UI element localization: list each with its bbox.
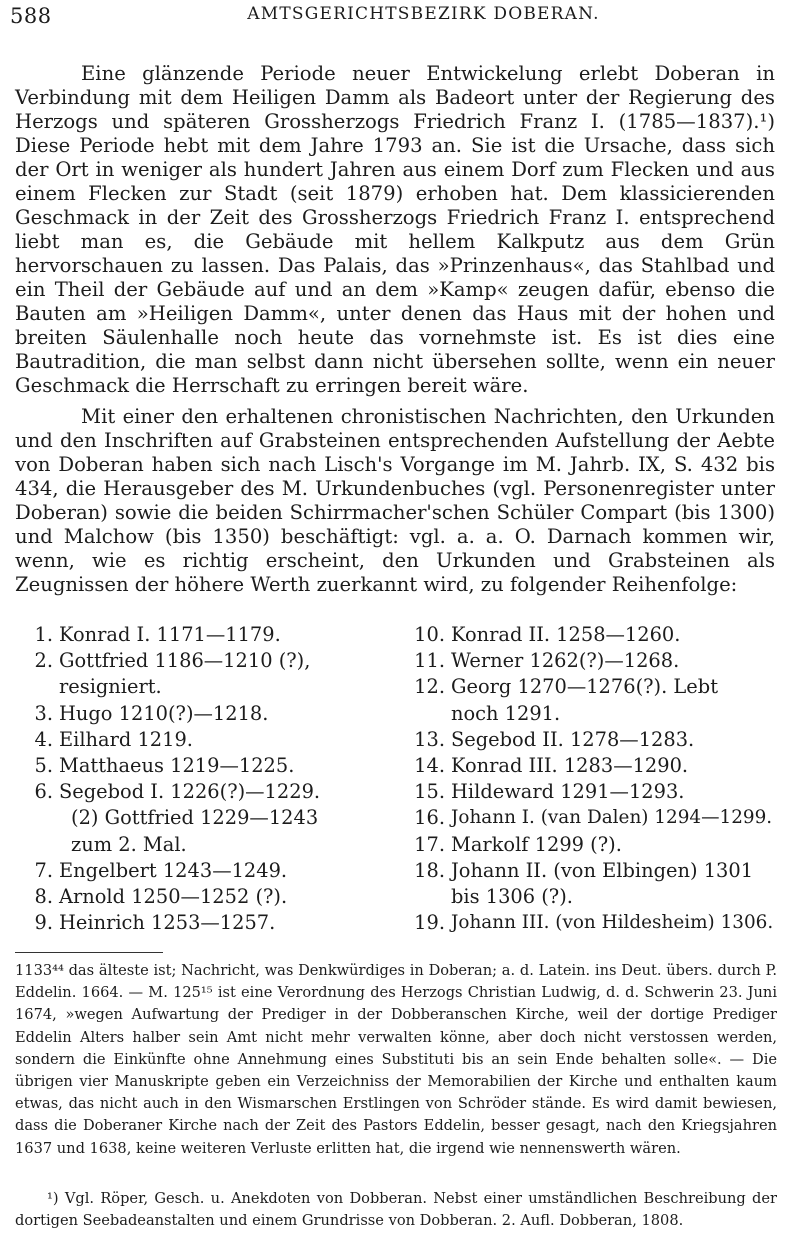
abbot-number: 12. [414, 675, 445, 699]
abbot-entry [407, 727, 785, 753]
abbot-number: 3. [34, 701, 53, 725]
abbot-text: Konrad I. 1171—1179. [59, 623, 281, 646]
abbot-number: 16. [414, 806, 445, 830]
abbot-entry [15, 884, 370, 910]
abbot-text: Georg 1270—1276(?). Lebt noch 1291. [451, 675, 718, 725]
abbot-entry [15, 858, 370, 884]
abbot-number: 6. [34, 780, 53, 804]
abbot-number: 5. [34, 754, 53, 778]
abbot-text: Heinrich 1253—1257. [59, 911, 276, 935]
paragraph-text: Eine glänzende Periode neuer Entwickelung erlebt Doberan in Verbindung mit dem Heiligen Damm als Badeort unter der Regierung des Herzogs und späteren Grossherzogs Friedrich Franz I. (1785—1837).¹) Diese Periode hebt mit dem Jahre 1793 an. Sie ist die Ursache, dass sich der Ort in weniger als hundert Jahren aus einem Dorf zum Flecken und aus einem Flecken zur Stadt (seit 1879) erhoben hat. Dem klassicierenden Geschmack in der Zeit des Grossherzogs Friedrich Franz I. entsprechend liebt man es, die Gebäude mit hellem Kalkputz aus dem Grün hervorschauen zu lassen. Das Palais, das »Prinzenhaus«, das Stahlbad und ein Theil der Gebäude auf und an dem »Kamp« zeugen dafür, ebenso die Bauten am »Heiligen Damm«, unter denen das Haus mit der hohen und breiten Säulenhalle noch heute das vornehmste ist. Es ist dies eine Bautradition, die man selbst dann nicht übersehen sollte, wenn ein neuer Geschmack die Herrschaft zu erringen bereit wäre. [15, 62, 775, 397]
abbot-entry [15, 622, 370, 648]
abbot-number: 10. [414, 623, 445, 646]
abbot-entry [15, 727, 370, 753]
abbot-number: 18. [414, 858, 445, 882]
abbot-number: 4. [34, 727, 53, 751]
abbot-entry [407, 858, 785, 910]
body-paragraph-1 [15, 62, 775, 398]
abbot-entry [15, 805, 370, 857]
abbot-text: Johann III. (von Hildesheim) 1306. [451, 912, 774, 934]
page-number: 588 [10, 4, 52, 28]
abbot-entry [407, 832, 785, 858]
footnote-text: ¹) Vgl. Röper, Gesch. u. Anekdoten von Dobberan. Nebst einer umständlichen Beschreibung der dortigen Seebadeanstalten und einem Grundrisse von Dobberan. 2. Aufl. Dobberan, 1808. [15, 1190, 777, 1230]
abbot-entry [407, 648, 785, 674]
abbot-text: Johann I. (van Dalen) 1294—1299. [451, 807, 773, 829]
footnote-divider [15, 952, 163, 953]
abbot-number: 1. [34, 623, 53, 646]
body-paragraph-2 [15, 405, 775, 597]
abbot-entry [15, 910, 370, 936]
footnote-continued [15, 960, 777, 1160]
abbot-entry [15, 779, 370, 805]
abbot-number: 11. [414, 649, 445, 673]
paragraph-text: Mit einer den erhaltenen chronistischen Nachrichten, den Urkunden und den Inschriften auf Grabsteinen entsprechenden Aufstellung der Aebte von Doberan haben sich nach Lisch's Vorgange im M. Jahrb. IX, S. 432 bis 434, die Herausgeber des M. Urkundenbuches (vgl. Personenregister unter Doberan) sowie die beiden Schirrmacher'schen Schüler Compart (bis 1300) und Malchow (bis 1350) beschäftigt: vgl. a. a. O. Darnach kommen wir, wenn, wie es richtig erscheint, den Urkunden und Grabsteinen als Zeugnissen der höhere Werth zuerkannt wird, zu folgender Reihenfolge: [15, 405, 775, 596]
abbot-entry [407, 674, 785, 726]
footnote-text: 1133⁴⁴ das älteste ist; Nachricht, was Denkwürdiges in Doberan; a. d. Latein. ins Deut. übers. durch P. Eddelin. 1664. — M. 125¹⁵ ist eine Verordnung des Herzogs Christian Ludwig, d. d. Schwerin 23. Juni 1674, »wegen Aufwartung der Prediger in der Dobberanschen Kirche, weil der dortige Prediger Eddelin Alters halber sein Amt nicht mehr verwalten könne, aber doch nicht verstossen werden, sondern die Einkünfte ohne Annehmung eines Substituti bis an sein Ende behalten solle«. — Die übrigen vier Manuskripte geben ein Verzeichniss der Memorabilien der Kirche und enthalten kaum etwas, das nicht auch in den Wismarschen Erstlingen von Schröder stände. Es wird damit bewiesen, dass die Doberaner Kirche nach der Zeit des Pastors Eddelin, besser gesagt, nach den Kriegsjahren 1637 und 1638, keine weiteren Verluste erlitten hat, die irgend wie nennenswerth wären. [15, 962, 777, 1157]
abbot-entry [407, 910, 785, 936]
page-header [0, 4, 787, 34]
abbot-entry [15, 701, 370, 727]
abbot-text: Markolf 1299 (?). [451, 832, 622, 856]
abbot-text: Segebod II. 1278—1283. [451, 727, 695, 751]
abbot-text: (2) Gottfried 1229—1243 zum 2. Mal. [71, 806, 319, 856]
abbot-number: 19. [414, 911, 445, 935]
abbot-number: 14. [414, 754, 445, 778]
abbot-text: Hugo 1210(?)—1218. [59, 701, 269, 725]
abbot-number: 8. [34, 885, 53, 909]
abbot-text: Segebod I. 1226(?)—1229. [59, 780, 321, 804]
abbot-text: Hildeward 1291—1293. [451, 780, 685, 804]
abbot-entry [407, 753, 785, 779]
abbot-text: Konrad III. 1283—1290. [451, 754, 689, 778]
abbot-list-left-column [15, 622, 370, 936]
abbot-list-right-column [407, 622, 785, 936]
running-title: AMTSGERICHTSBEZIRK DOBERAN. [247, 4, 600, 24]
abbot-entry [407, 622, 785, 648]
abbot-number: 13. [414, 727, 445, 751]
abbot-text: Engelbert 1243—1249. [59, 858, 288, 882]
abbot-number: 15. [414, 780, 445, 804]
abbot-text: Konrad II. 1258—1260. [451, 623, 681, 646]
abbot-number [15, 805, 59, 857]
abbot-entry [15, 753, 370, 779]
abbot-text: Werner 1262(?)—1268. [451, 649, 680, 673]
abbot-number: 7. [34, 858, 53, 882]
abbot-text: Matthaeus 1219—1225. [59, 754, 295, 778]
abbot-entry [407, 805, 785, 831]
abbot-entry [407, 779, 785, 805]
abbot-text: Johann II. (von Elbingen) 1301 bis 1306 (?). [451, 858, 754, 909]
abbot-number: 9. [34, 911, 53, 935]
abbot-text: Arnold 1250—1252 (?). [59, 885, 288, 909]
abbot-text: Gottfried 1186—1210 (?), resigniert. [59, 649, 311, 699]
abbot-entry [15, 648, 370, 700]
footnote-1 [15, 1188, 777, 1232]
abbot-text: Eilhard 1219. [59, 727, 193, 751]
abbot-number: 17. [414, 832, 445, 856]
abbot-number: 2. [34, 649, 53, 673]
